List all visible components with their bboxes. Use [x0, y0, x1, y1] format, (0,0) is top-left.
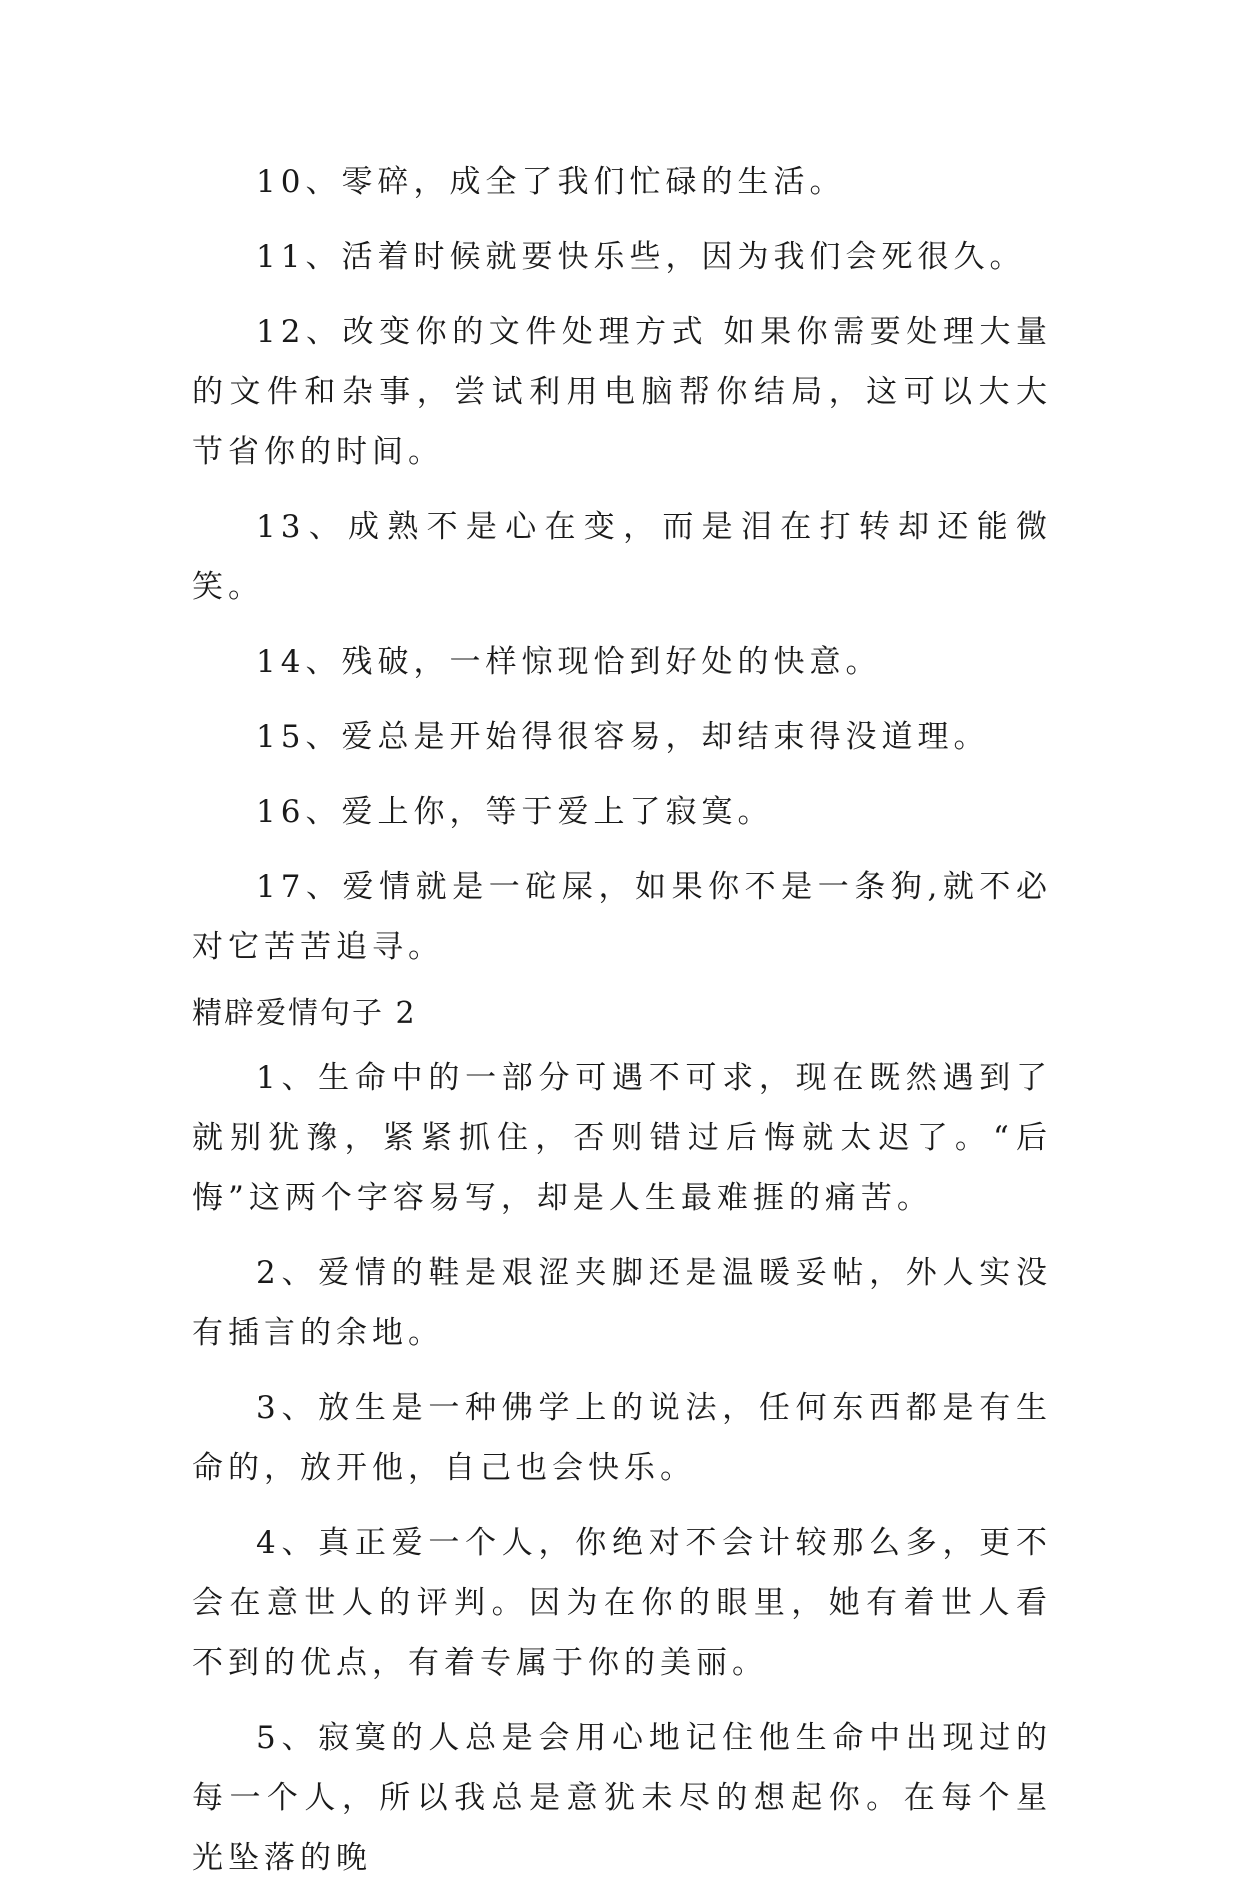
- list-item-5: 5、寂寞的人总是会用心地记住他生命中出现过的每一个人，所以我总是意犹未尽的想起你。在每个星光坠落的晚: [192, 1720, 1052, 1876]
- list-item-12: 12、改变你的文件处理方式 如果你需要处理大量的文件和杂事，尝试利用电脑帮你结局，这可以大大节省你的时间。: [192, 314, 1052, 470]
- list-item-17: 17、爱情就是一砣屎，如果你不是一条狗,就不必对它苦苦追寻。: [192, 869, 1052, 965]
- list-item-15: 15、爱总是开始得很容易，却结束得没道理。: [256, 719, 990, 755]
- list-item-4: 4、真正爱一个人，你绝对不会计较那么多，更不会在意世人的评判。因为在你的眼里，她有着世人看不到的优点，有着专属于你的美丽。: [192, 1525, 1052, 1681]
- list-item-13: 13、成熟不是心在变，而是泪在打转却还能微笑。: [192, 509, 1052, 605]
- section-heading: 精辟爱情句子 2: [192, 996, 417, 1031]
- list-item-10: 10、零碎，成全了我们忙碌的生活。: [256, 164, 846, 200]
- list-item-2: 2、爱情的鞋是艰涩夹脚还是温暖妥帖，外人实没有插言的余地。: [192, 1255, 1052, 1351]
- list-item-16: 16、爱上你，等于爱上了寂寞。: [256, 794, 774, 830]
- list-item-1: 1、生命中的一部分可遇不可求，现在既然遇到了就别犹豫，紧紧抓住，否则错过后悔就太迟了。“后悔”这两个字容易写，却是人生最难捱的痛苦。: [192, 1060, 1052, 1216]
- list-item-3: 3、放生是一种佛学上的说法，任何东西都是有生命的，放开他，自己也会快乐。: [192, 1390, 1052, 1486]
- list-item-11: 11、活着时候就要快乐些，因为我们会死很久。: [256, 239, 1026, 275]
- list-item-14: 14、残破，一样惊现恰到好处的快意。: [256, 644, 882, 680]
- document-body: [192, 152, 1052, 1903]
